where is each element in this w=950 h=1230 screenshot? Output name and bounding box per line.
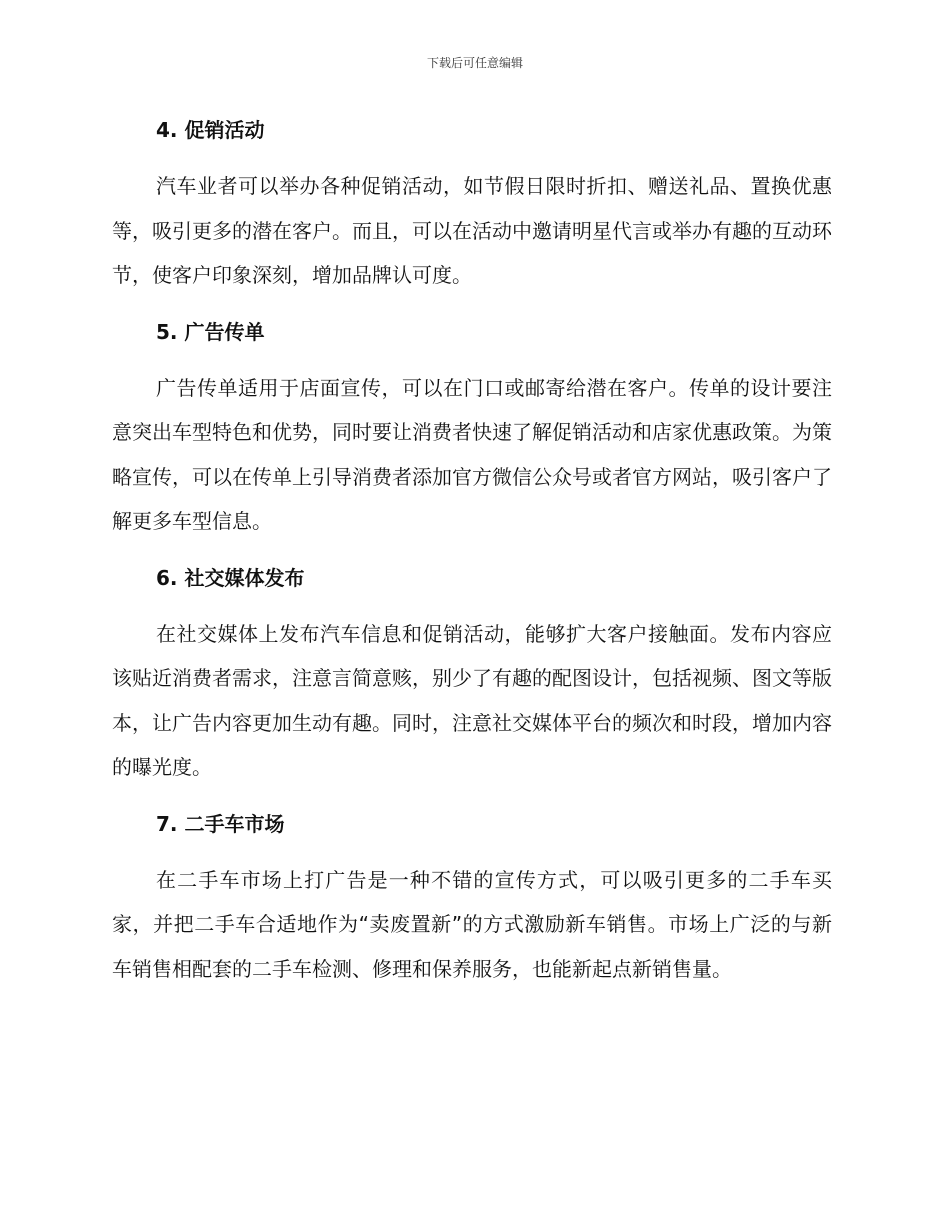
- section-promotions: [112, 110, 832, 298]
- section-flyers: [112, 312, 832, 544]
- section-paragraph: 在二手车市场上打广告是一种不错的宣传方式，可以吸引更多的二手车买家，并把二手车合适地作为“卖废置新”的方式激励新车销售。市场上广泛的与新车销售相配套的二手车检测、修理和保养服务，也能新起点新销售量。: [112, 867, 832, 981]
- section-heading: 5. 广告传单: [156, 319, 265, 344]
- section-paragraph: 广告传单适用于店面宣传，可以在门口或邮寄给潜在客户。传单的设计要注意突出车型特色和优势，同时要让消费者快速了解促销活动和店家优惠政策。为策略宣传，可以在传单上引导消费者添加官方微信公众号或者官方网站，吸引客户了解更多车型信息。: [112, 375, 832, 533]
- document-body: [112, 110, 832, 1005]
- section-social-media: [112, 558, 832, 790]
- page-header-note: 下载后可任意编辑: [426, 56, 523, 70]
- section-heading: 7. 二手车市场: [156, 811, 285, 836]
- section-paragraph: 在社交媒体上发布汽车信息和促销活动，能够扩大客户接触面。发布内容应该贴近消费者需求，注意言简意赅，别少了有趣的配图设计，包括视频、图文等版本，让广告内容更加生动有趣。同时，注意社交媒体平台的频次和时段，增加内容的曝光度。: [112, 621, 832, 779]
- section-heading: 4. 促销活动: [156, 118, 265, 142]
- section-used-car-market: [112, 804, 832, 992]
- section-paragraph: 汽车业者可以举办各种促销活动，如节假日限时折扣、赠送礼品、置换优惠等，吸引更多的潜在客户。而且，可以在活动中邀请明星代言或举办有趣的互动环节，使客户印象深刻，增加品牌认可度。: [112, 174, 832, 287]
- section-heading: 6. 社交媒体发布: [156, 565, 305, 590]
